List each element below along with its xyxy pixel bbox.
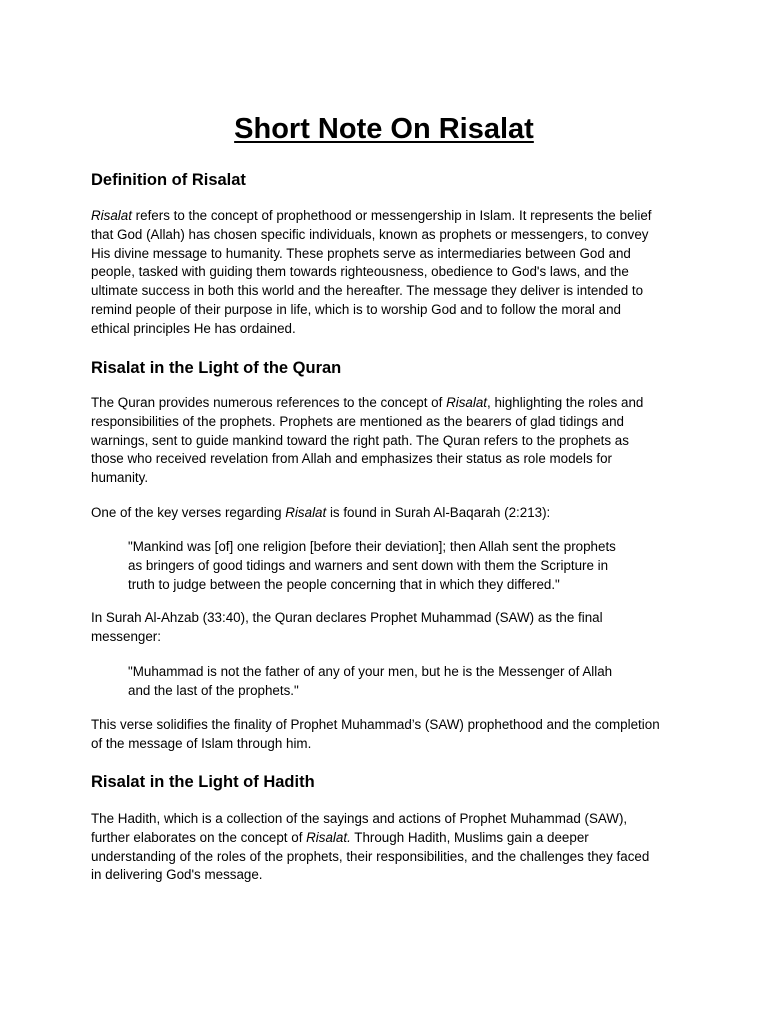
quote-al-ahzab: "Muhammad is not the father of any of your men, but he is the Messenger of Allah and the last of the prophets." <box>128 664 613 698</box>
term-risalat: Risalat <box>446 395 487 410</box>
page-title: Short Note On Risalat <box>234 113 534 145</box>
quote-al-baqarah: "Mankind was [of] one religion [before their deviation]; then Allah sent the prophets as bringers of good tidings and warners and sent down with them the Scripture in truth to judge between the people concerning that in which they differed." <box>128 539 616 592</box>
term-risalat: Risalat. <box>306 829 351 845</box>
quran-paragraph-3: In Surah Al-Ahzab (33:40), the Quran declares Prophet Muhammad (SAW) as the final messenger: <box>91 610 603 644</box>
quran-paragraph-1: The Quran provides numerous references to the concept of Risalat, highlighting the roles and responsibilities of the prophets. Prophets are mentioned as the bearers of glad tidings and warnings, sent to guide mankind toward the right path. The Quran refers to the prophets as those who received revelation from Allah and emphasizes their status as role models for humanity. <box>91 395 644 486</box>
definition-paragraph: Risalat refers to the concept of prophethood or messengership in Islam. It represents the belief that God (Allah) has chosen specific individuals, known as prophets or messengers, to convey His divine message to humanity. These prophets serve as intermediaries between God and people, tasked with guiding them towards righteousness, obedience to God's laws, and the ultimate success in both this world and the hereafter. The message they deliver is intended to remind people of their purpose in life, which is to worship God and to follow the moral and ethical principles He has ordained. <box>91 208 652 336</box>
quran-paragraph-2: One of the key verses regarding Risalat is found in Surah Al-Baqarah (2:213): <box>91 505 551 520</box>
heading-hadith: Risalat in the Light of Hadith <box>91 773 315 791</box>
heading-definition: Definition of Risalat <box>91 171 246 189</box>
term-risalat: Risalat <box>91 208 132 223</box>
term-risalat: Risalat <box>285 505 327 520</box>
quran-paragraph-4: This verse solidifies the finality of Prophet Muhammad’s (SAW) prophethood and the completion of the message of Islam through him. <box>91 717 660 751</box>
hadith-paragraph: The Hadith, which is a collection of the sayings and actions of Prophet Muhammad (SAW), further elaborates on the concept of Risalat. Through Hadith, Muslims gain a deeper understanding of the roles of the prophets, their responsibilities, and the challenges they faced in delivering God's message. <box>91 811 650 883</box>
heading-quran: Risalat in the Light of the Quran <box>91 359 342 377</box>
